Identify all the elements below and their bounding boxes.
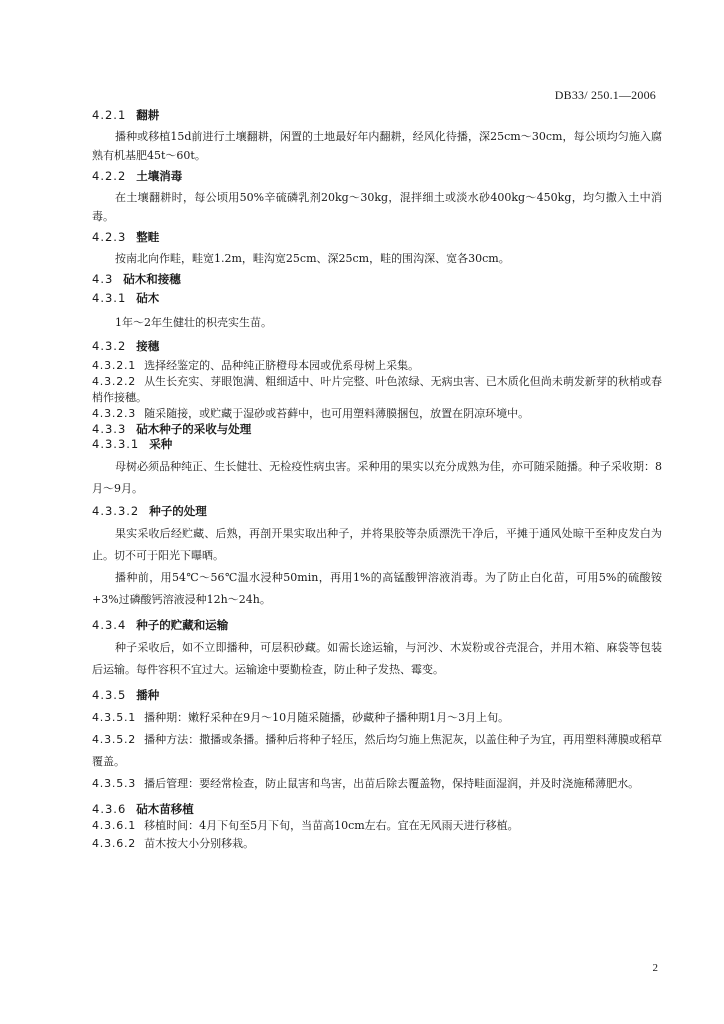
section-heading-4-3-3-1: 4.3.3.1 采种 <box>92 437 173 451</box>
section-heading-4-3-3: 4.3.3 砧木种子的采收与处理 <box>92 422 252 436</box>
list-item: 4.3.5.3 播后管理：要经常检查，防止鼠害和鸟害，出苗后除去覆盖物，保持畦面湿润，并及时浇施稀薄肥水。 <box>92 777 640 790</box>
section-heading-4-3-2: 4.3.2 接穗 <box>92 339 160 353</box>
paragraph: 种子采收后，如不立即播种，可层积砂藏。如需长途运输，与河沙、木炭粉或谷壳混合，并用木箱、麻袋等包装后运输。每件容积不宜过大。运输途中要勤检查，防止种子发热、霉变。 <box>92 641 662 676</box>
section-heading-4-3-4: 4.3.4 种子的贮藏和运输 <box>92 618 229 632</box>
section-heading-4-3-1: 4.3.1 砧木 <box>92 291 160 305</box>
section-heading-4-3: 4.3 砧木和接穗 <box>92 272 181 286</box>
page-number: 2 <box>652 962 658 974</box>
list-item: 4.3.2.1 选择经鉴定的、品种纯正脐橙母本园或优系母树上采集。 <box>92 359 420 372</box>
section-heading-4-2-1: 4.2.1 翻耕 <box>92 108 160 122</box>
list-item: 4.3.6.1 移植时间：4月下旬至5月下旬，当苗高10cm左右。宜在无风雨天进行移植。 <box>92 819 519 832</box>
document-code: DB33/ 250.1—2006 <box>554 88 656 102</box>
section-heading-4-3-3-2: 4.3.3.2 种子的处理 <box>92 504 207 518</box>
list-item: 4.3.2.3 随采随接，或贮藏于湿砂或苔藓中，也可用塑料薄膜捆包，放置在阴凉环境中。 <box>92 407 530 420</box>
paragraph: 播种或移植15d前进行土壤翻耕，闲置的土地最好年内翻耕，经风化待播，深25cm～30cm，每公顷均匀施入腐熟有机基肥45t～60t。 <box>92 130 662 162</box>
section-heading-4-2-3: 4.2.3 整畦 <box>92 230 160 244</box>
list-item: 4.3.5.2 播种方法：撒播或条播。播种后将种子轻压，然后均匀施上焦泥灰，以盖住种子为宜，再用塑料薄膜或稻草覆盖。 <box>92 733 662 768</box>
paragraph: 播种前，用54℃～56℃温水浸种50min，再用1%的高锰酸钾溶液消毒。为了防止白化苗，可用5%的硫酸铵+3%过磷酸钙溶液浸种12h～24h。 <box>92 571 662 606</box>
paragraph: 果实采收后经贮藏、后熟，再剖开果实取出种子，并将果胶等杂质漂洗干净后，平摊于通风处晾干至种皮发白为止。切不可于阳光下曝晒。 <box>92 527 662 562</box>
paragraph: 在土壤翻耕时，每公顷用50%辛硫磷乳剂20kg～30kg，混拌细土或淡水砂400kg～450kg，均匀撒入土中消毒。 <box>92 191 662 223</box>
section-heading-4-2-2: 4.2.2 土壤消毒 <box>92 169 183 183</box>
paragraph: 按南北向作畦，畦宽1.2m，畦沟宽25cm、深25cm，畦的围沟深、宽各30cm。 <box>115 252 510 265</box>
document-body <box>92 108 662 853</box>
paragraph: 1年～2年生健壮的枳壳实生苗。 <box>115 316 272 329</box>
list-item: 4.3.5.1 播种期：嫩籽采种在9月～10月随采随播，砂藏种子播种期1月～3月上旬。 <box>92 711 510 724</box>
paragraph: 母树必须品种纯正、生长健壮、无检疫性病虫害。采种用的果实以充分成熟为佳，亦可随采随播。种子采收期：8月～9月。 <box>92 460 662 495</box>
section-heading-4-3-5: 4.3.5 播种 <box>92 688 160 702</box>
section-heading-4-3-6: 4.3.6 砧木苗移植 <box>92 802 194 816</box>
list-item: 4.3.6.2 苗木按大小分别移栽。 <box>92 837 255 850</box>
list-item: 4.3.2.2 从生长充实、芽眼饱满、粗细适中、叶片完整、叶色浓绿、无病虫害、已木质化但尚未萌发新芽的秋梢或春梢作接穗。 <box>92 375 662 404</box>
